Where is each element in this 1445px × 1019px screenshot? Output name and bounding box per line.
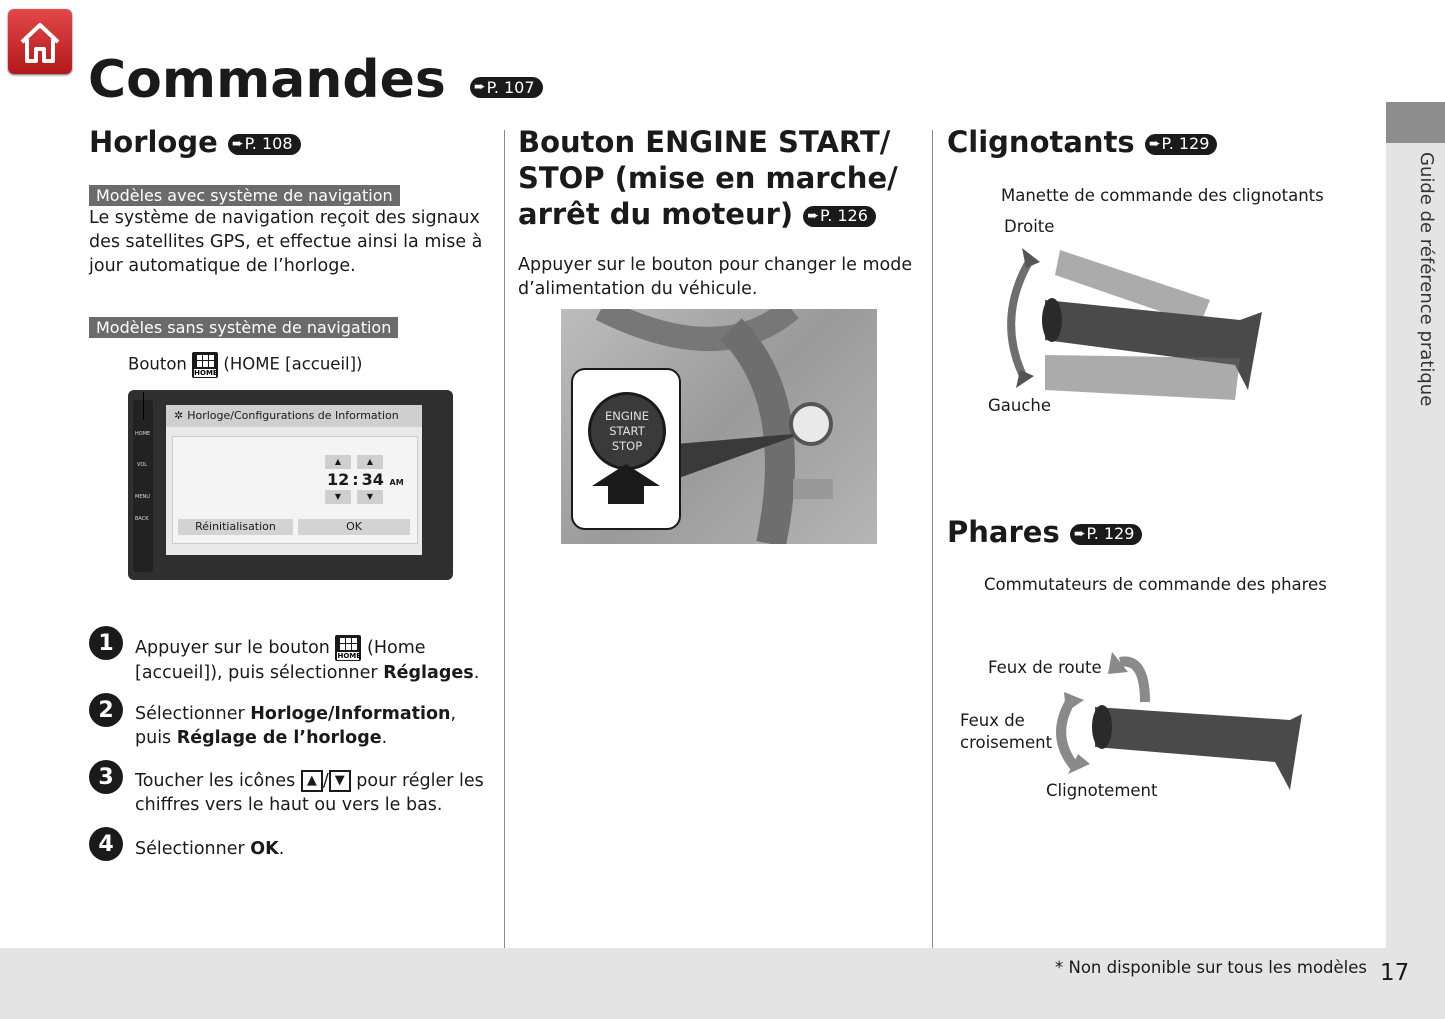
low-beam-label-1: Feux de [960,711,1025,730]
low-beam-label-2: croisement [960,733,1053,752]
minute-up-icon[interactable]: ▲ [357,455,383,469]
down-arrow-icon: ▼ [329,770,351,792]
step-1-text: Appuyer sur le bouton HOME (Home [accueil]), puis sélectionner Réglages. [135,635,485,685]
up-arrow-icon: ▲ [301,770,323,792]
step-1-number: 1 [89,626,123,660]
home-grid-icon: HOME [335,635,361,661]
reset-button[interactable]: Réinitialisation [178,519,293,535]
clignotants-ref-link[interactable]: ➨ P. 129 [1145,134,1218,155]
clignotants-title: Clignotants ➨ P. 129 [947,124,1217,160]
side-back-label: BACK [135,516,149,522]
column-divider [504,130,505,948]
side-tab-label[interactable]: Guide de référence pratique [1416,152,1437,407]
side-menu-label: MENU [135,494,150,500]
home-button[interactable] [8,9,72,74]
left-label: Gauche [988,396,1052,415]
arrow-right-icon: ➨ [1148,136,1161,152]
headlight-caption: Commutateurs de commande des phares [984,575,1327,594]
phares-title: Phares ➨ P. 129 [947,514,1142,550]
arrow-right-icon: ➨ [231,136,244,152]
side-vol-label: VOL [137,462,148,468]
step-2-text: Sélectionner Horloge/Information, puis Réglage de l’horloge. [135,704,457,748]
screen-header: ✲ Horloge/Configurations de Information [166,405,422,427]
side-tab-header [1386,102,1445,143]
turn-signal-stalk-illustration [1000,240,1270,405]
horloge-title: Horloge ➨ P. 108 [89,124,301,160]
gear-icon: ✲ [174,409,184,422]
engine-ref-link[interactable]: ➨ P. 126 [803,206,876,227]
engine-paragraph: Appuyer sur le bouton pour changer le mode d’alimentation du véhicule. [518,255,913,299]
phares-ref-link[interactable]: ➨ P. 129 [1070,524,1143,545]
high-beam-label: Feux de route [988,658,1102,677]
engine-title: Bouton ENGINE START/ STOP (mise en marche/ arrêt du moteur) ➨ P. 126 [518,124,898,232]
nav-paragraph: Le système de navigation reçoit des signaux des satellites GPS, et effectue ainsi la mise à jour automatique de l’horloge. [89,208,483,276]
page-ref-link[interactable]: ➨ P. 107 [470,77,543,98]
house-icon [8,9,72,74]
side-button-strip [133,400,153,572]
hour-down-icon[interactable]: ▼ [325,490,351,504]
step-3-text: Toucher les icônes ▲ / ▼ pour régler les chiffres vers le haut ou vers le bas. [135,771,484,815]
engine-start-stop-button[interactable]: ENGINE START STOP [588,392,666,470]
home-grid-icon: HOME [192,352,218,378]
nav-models-tag: Modèles avec système de navigation [89,185,400,206]
arrow-right-icon: ➨ [1073,526,1086,542]
hour-up-icon[interactable]: ▲ [325,455,351,469]
right-label: Droite [1004,217,1055,236]
press-arrow-icon [588,462,664,506]
page-number: 17 [1380,960,1410,986]
step-3-number: 3 [89,760,123,794]
arrow-right-icon: ➨ [807,208,820,224]
step-2-number: 2 [89,693,123,727]
column-divider [932,130,933,948]
footnote: * Non disponible sur tous les modèles [1055,958,1368,977]
side-home-label: HOME [135,431,151,437]
horloge-ref-link[interactable]: ➨ P. 108 [228,134,301,155]
page-title-text: Commandes [88,50,446,110]
clock-display: 12 : 34 AM [327,470,404,489]
arrow-right-icon: ➨ [473,79,486,95]
home-button-caption: Bouton HOME (HOME [accueil]) [128,352,363,378]
ok-button[interactable]: OK [298,519,410,535]
flash-label: Clignotement [1046,781,1158,800]
page-title [88,50,543,110]
step-4-number: 4 [89,827,123,861]
minute-down-icon[interactable]: ▼ [357,490,383,504]
no-nav-models-tag: Modèles sans système de navigation [89,317,398,338]
step-4-text: Sélectionner OK. [135,839,285,859]
headlight-stalk-illustration [1050,652,1305,792]
turn-signal-caption: Manette de commande des clignotants [1001,186,1324,205]
pointer-line [143,392,144,420]
